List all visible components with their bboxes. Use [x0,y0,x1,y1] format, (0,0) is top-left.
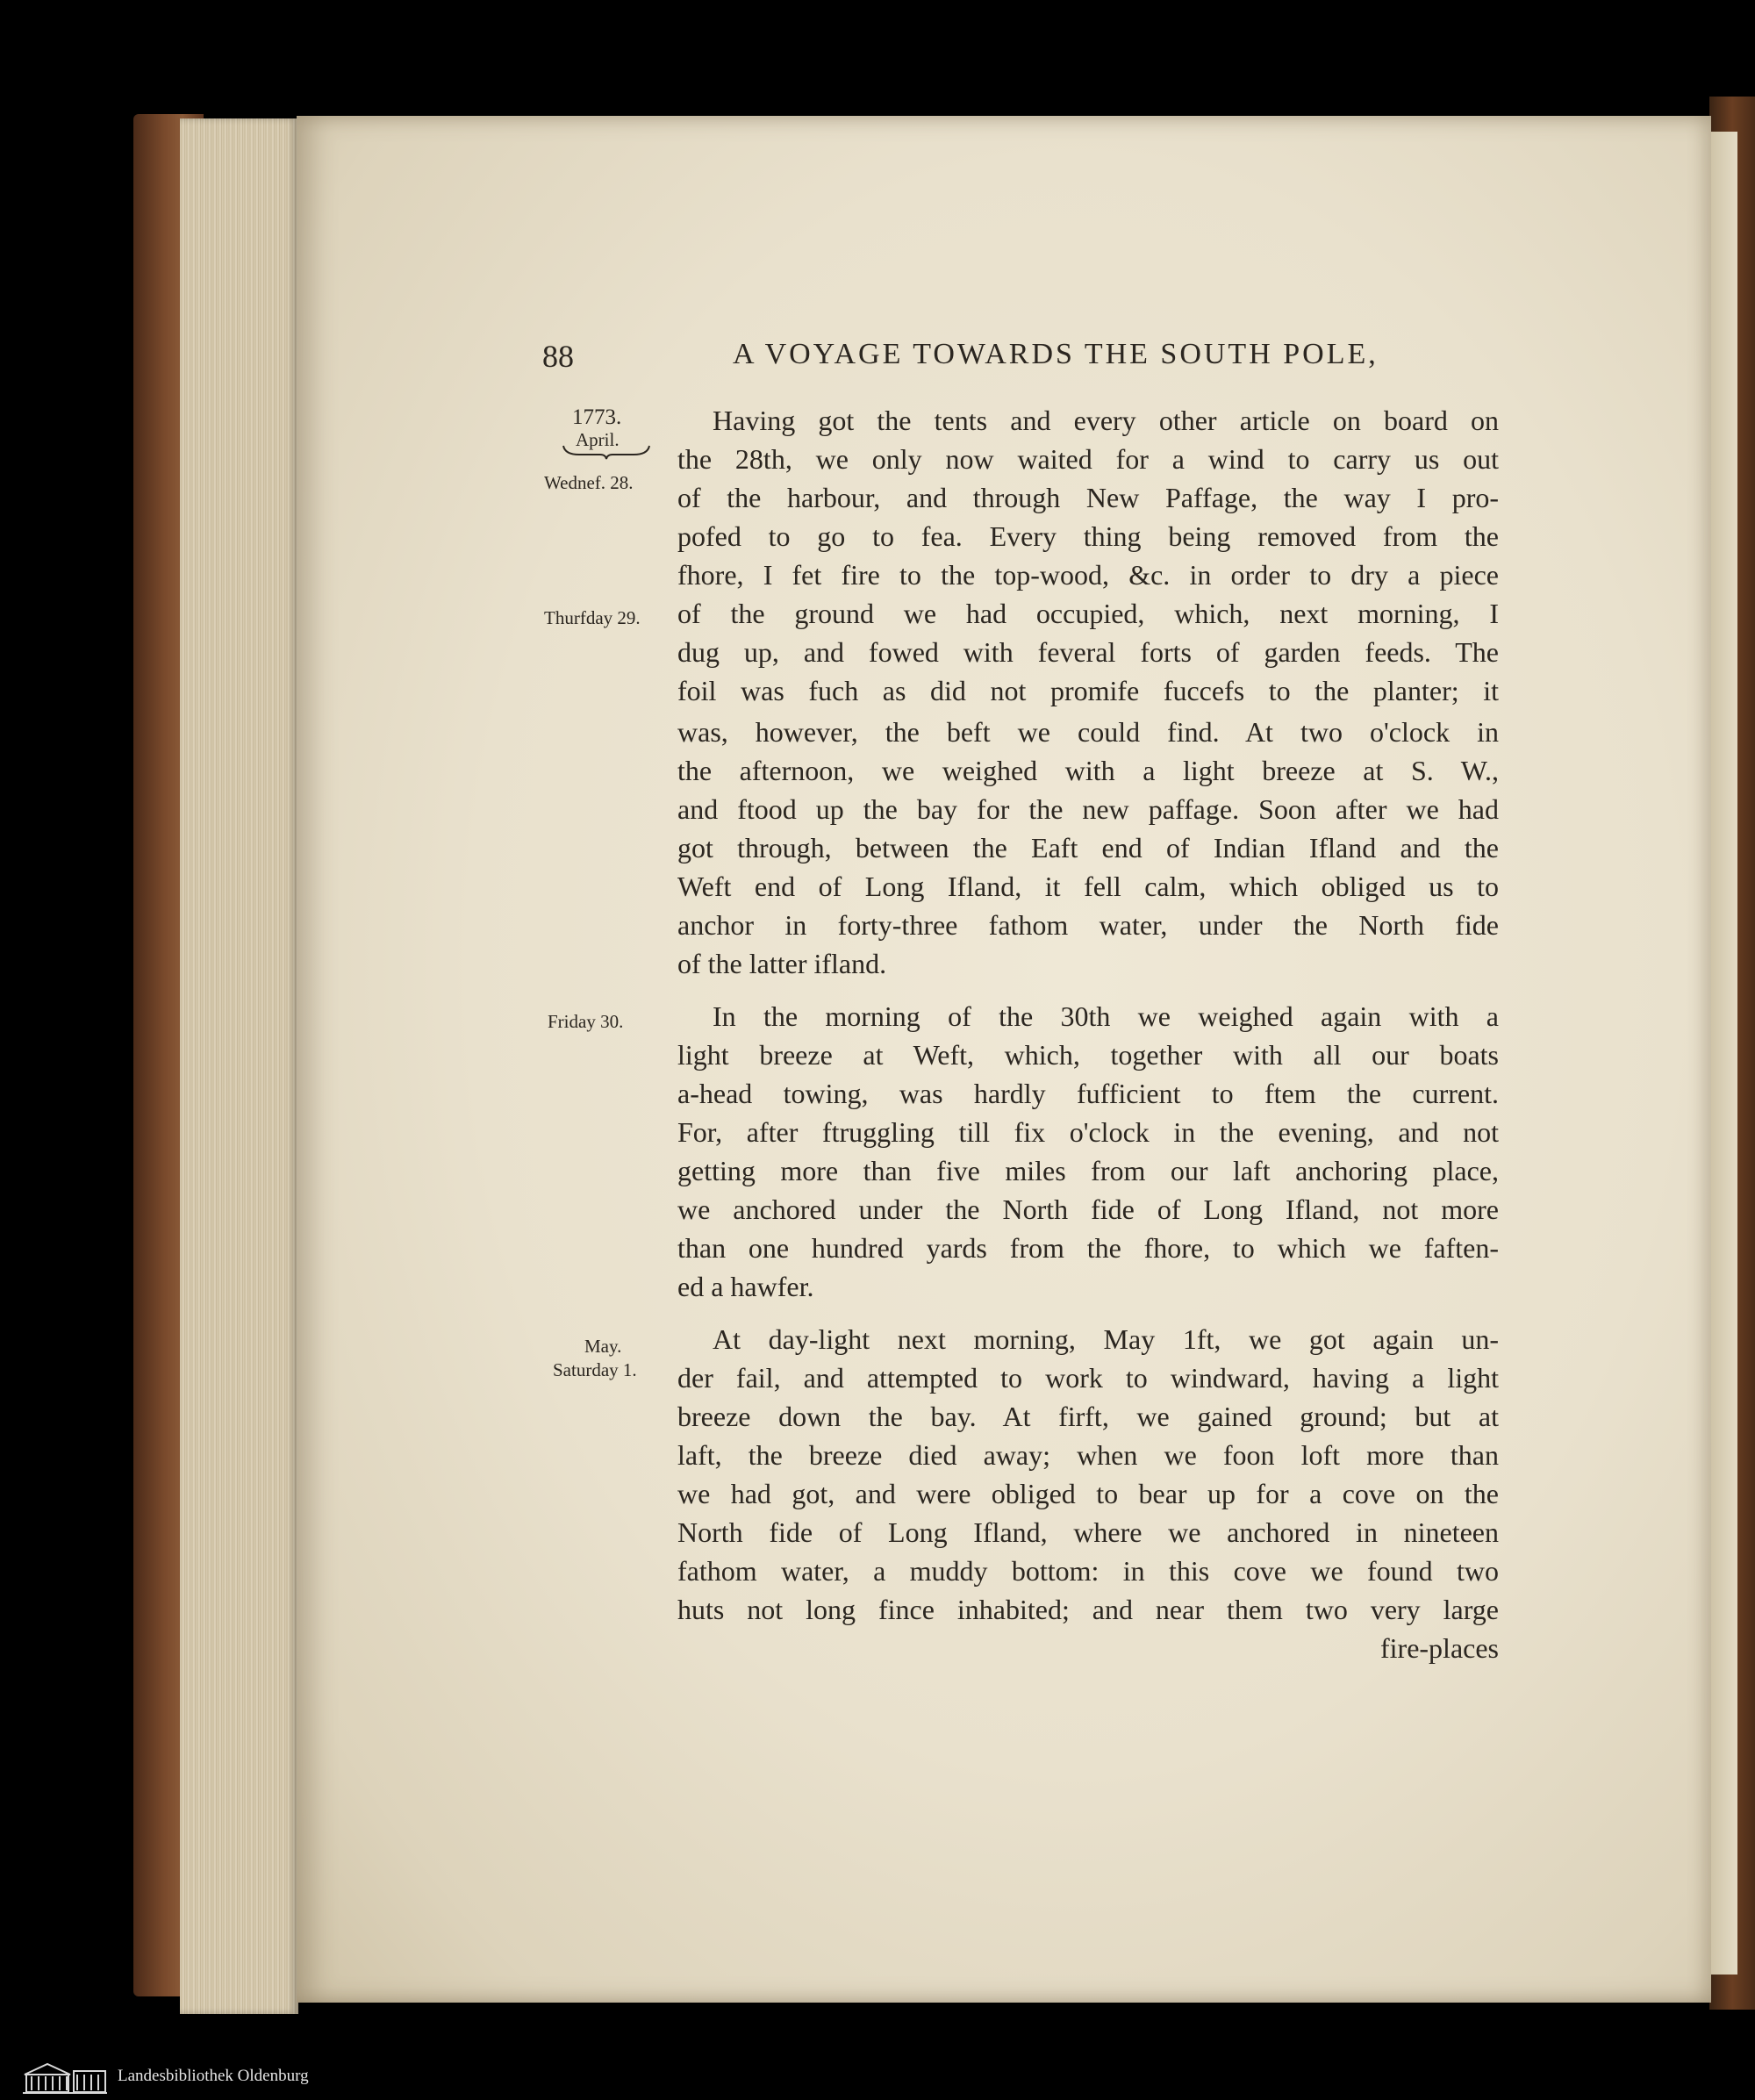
text-line: getting more than five miles from our laft anchoring place, [677,1155,1499,1186]
library-building-icon [21,2061,109,2096]
text-line: of the harbour, and through New Paffage, the way I pro- [677,482,1499,513]
text-line: fhore, I fet fire to the top-wood, &c. in order to dry a piece [677,559,1499,591]
text-line: and ftood up the bay for the new paffage. Soon after we had [677,793,1499,825]
text-line: of the latter ifland. [677,948,887,979]
text-line: North fide of Long Ifland, where we anchored in nineteen [677,1516,1499,1548]
text-line: laft, the breeze died away; when we foon loft more than [677,1439,1499,1471]
text-line: Weft end of Long Ifland, it fell calm, which obliged us to [677,871,1499,902]
text-line: In the morning of the 30th we weighed again with a [713,1000,1499,1032]
text-line: than one hundred yards from the fhore, to which we faften- [677,1232,1499,1264]
text-line: Having got the tents and every other article on board on [713,405,1499,436]
facing-page-edge [1711,132,1737,1975]
margin-year: 1773. [572,405,622,429]
text-line: breeze down the bay. At firft, we gained ground; but at [677,1401,1499,1432]
catchword: fire-places [1379,1632,1499,1664]
text-line: we had got, and were obliged to bear up for a cove on the [677,1478,1499,1509]
text-line: For, after ftruggling till fix o'clock in the evening, and not [677,1116,1499,1148]
text-line: ed a hawfer. [677,1271,814,1302]
text-line: huts not long fince inhabited; and near them two very large [677,1594,1499,1625]
text-line: dug up, and fowed with feveral forts of garden feeds. The [677,636,1499,668]
margin-date-fri-30: Friday 30. [548,1011,624,1032]
text-line: foil was fuch as did not promife fuccefs to the planter; it [677,675,1499,706]
text-line: fathom water, a muddy bottom: in this cove we found two [677,1555,1499,1587]
margin-date-sat-1: Saturday 1. [553,1359,637,1380]
text-line: der fail, and attempted to work to windward, having a light [677,1362,1499,1394]
margin-date-wed-28: Wednef. 28. [544,472,634,493]
page-edges [180,118,298,2014]
margin-month-may: May. [584,1336,622,1357]
page-number: 88 [542,339,574,374]
margin-date-thu-29: Thurfday 29. [544,607,641,628]
text-line: of the ground we had occupied, which, next morning, I [677,598,1499,629]
text-line: light breeze at Weft, which, together with all our boats [677,1039,1499,1071]
text-line: the afternoon, we weighed with a light breeze at S. W., [677,755,1499,786]
text-line: the 28th, we only now waited for a wind to carry us out [677,443,1499,475]
text-line: we anchored under the North fide of Long Ifland, not more [677,1193,1499,1225]
text-line: got through, between the Eaft end of Indian Ifland and the [677,832,1499,864]
text-line: was, however, the beft we could find. At two o'clock in [677,716,1499,748]
margin-month-april: April. [576,429,620,450]
text-line: a-head towing, was hardly fufficient to ftem the current. [677,1078,1499,1109]
library-credit: Landesbibliothek Oldenburg [118,2067,309,2085]
running-head: A VOYAGE TOWARDS THE SOUTH POLE, [733,338,1379,370]
text-line: anchor in forty-three fathom water, under the North fide [677,909,1499,941]
text-line: pofed to go to fea. Every thing being removed from the [677,520,1499,552]
margin-brace [562,444,651,460]
text-line: At day-light next morning, May 1ft, we got again un- [713,1323,1499,1355]
